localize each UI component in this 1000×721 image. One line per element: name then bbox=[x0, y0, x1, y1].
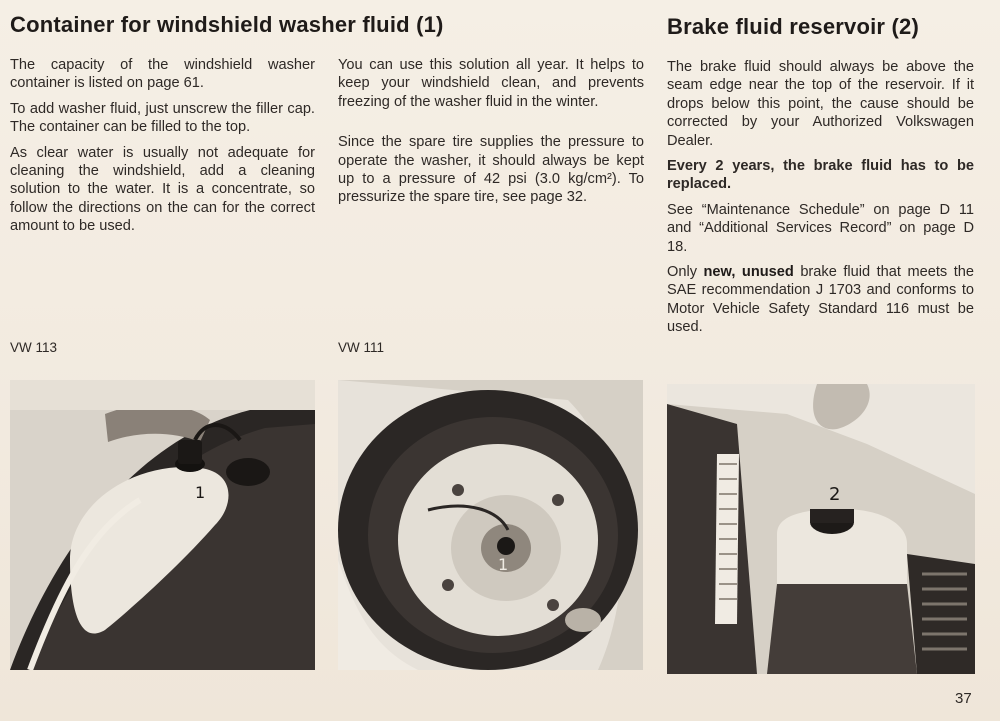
paragraph: The capacity of the windshield washer container is listed on page 61. bbox=[10, 57, 315, 92]
paragraph: The brake fluid should always be above the seam edge near the top of the reservoir. If it drops below this point, the cause should be corrected by your Authorized Volkswagen Dealer. bbox=[667, 59, 974, 149]
brake-reservoir-illustration bbox=[667, 384, 975, 674]
brake-reservoir-photo bbox=[667, 384, 975, 674]
page-number: 37 bbox=[955, 690, 972, 707]
paragraph bbox=[667, 263, 974, 337]
callout-2: 2 bbox=[829, 484, 841, 505]
paragraph: You can use this solution all year. It helps to keep your windshield clean, and prevents freezing of the washer fluid in the winter. bbox=[338, 57, 644, 110]
paragraph: As clear water is usually not adequate for cleaning the windshield, add a cleaning solution to the water. It is a concentrate, so follow the directions on the can for the correct amount to be used. bbox=[10, 144, 315, 235]
text-run: Only bbox=[667, 264, 704, 281]
spare-tire-photo bbox=[338, 380, 643, 670]
brake-column bbox=[667, 58, 974, 344]
callout-1: 1 bbox=[195, 483, 206, 502]
spare-tire-illustration bbox=[338, 380, 643, 670]
callout-1: 1 bbox=[498, 555, 509, 574]
figure-label-vw111: VW 111 bbox=[338, 340, 385, 355]
paragraph-bold: Every 2 years, the brake fluid has to be replaced. bbox=[667, 158, 974, 193]
washer-container-heading: Container for windshield washer fluid (1) bbox=[10, 12, 444, 37]
washer-column-1 bbox=[10, 56, 315, 243]
paragraph: To add washer fluid, just unscrew the filler cap. The container can be filled to the top. bbox=[10, 100, 315, 136]
washer-container-photo bbox=[10, 380, 315, 670]
text-emphasis: new, unused bbox=[703, 264, 794, 281]
paragraph: See “Maintenance Schedule” on page D 11 and “Additional Services Record” on page D 18. bbox=[667, 201, 974, 255]
washer-container-illustration bbox=[10, 380, 315, 670]
brake-fluid-heading: Brake fluid reservoir (2) bbox=[667, 14, 919, 39]
washer-column-2 bbox=[338, 56, 644, 214]
text-run: brake fluid that meets the SAE recommendation J 1703 and conforms to Motor Vehicle Safety Standard 116 must be used. bbox=[667, 264, 974, 336]
figure-label-vw113: VW 113 bbox=[10, 340, 58, 355]
paragraph: Since the spare tire supplies the pressure to operate the washer, it should always be kept up to a pressure of 42 psi (3.0 kg/cm²). To pressurize the spare tire, see page 32. bbox=[338, 134, 644, 206]
